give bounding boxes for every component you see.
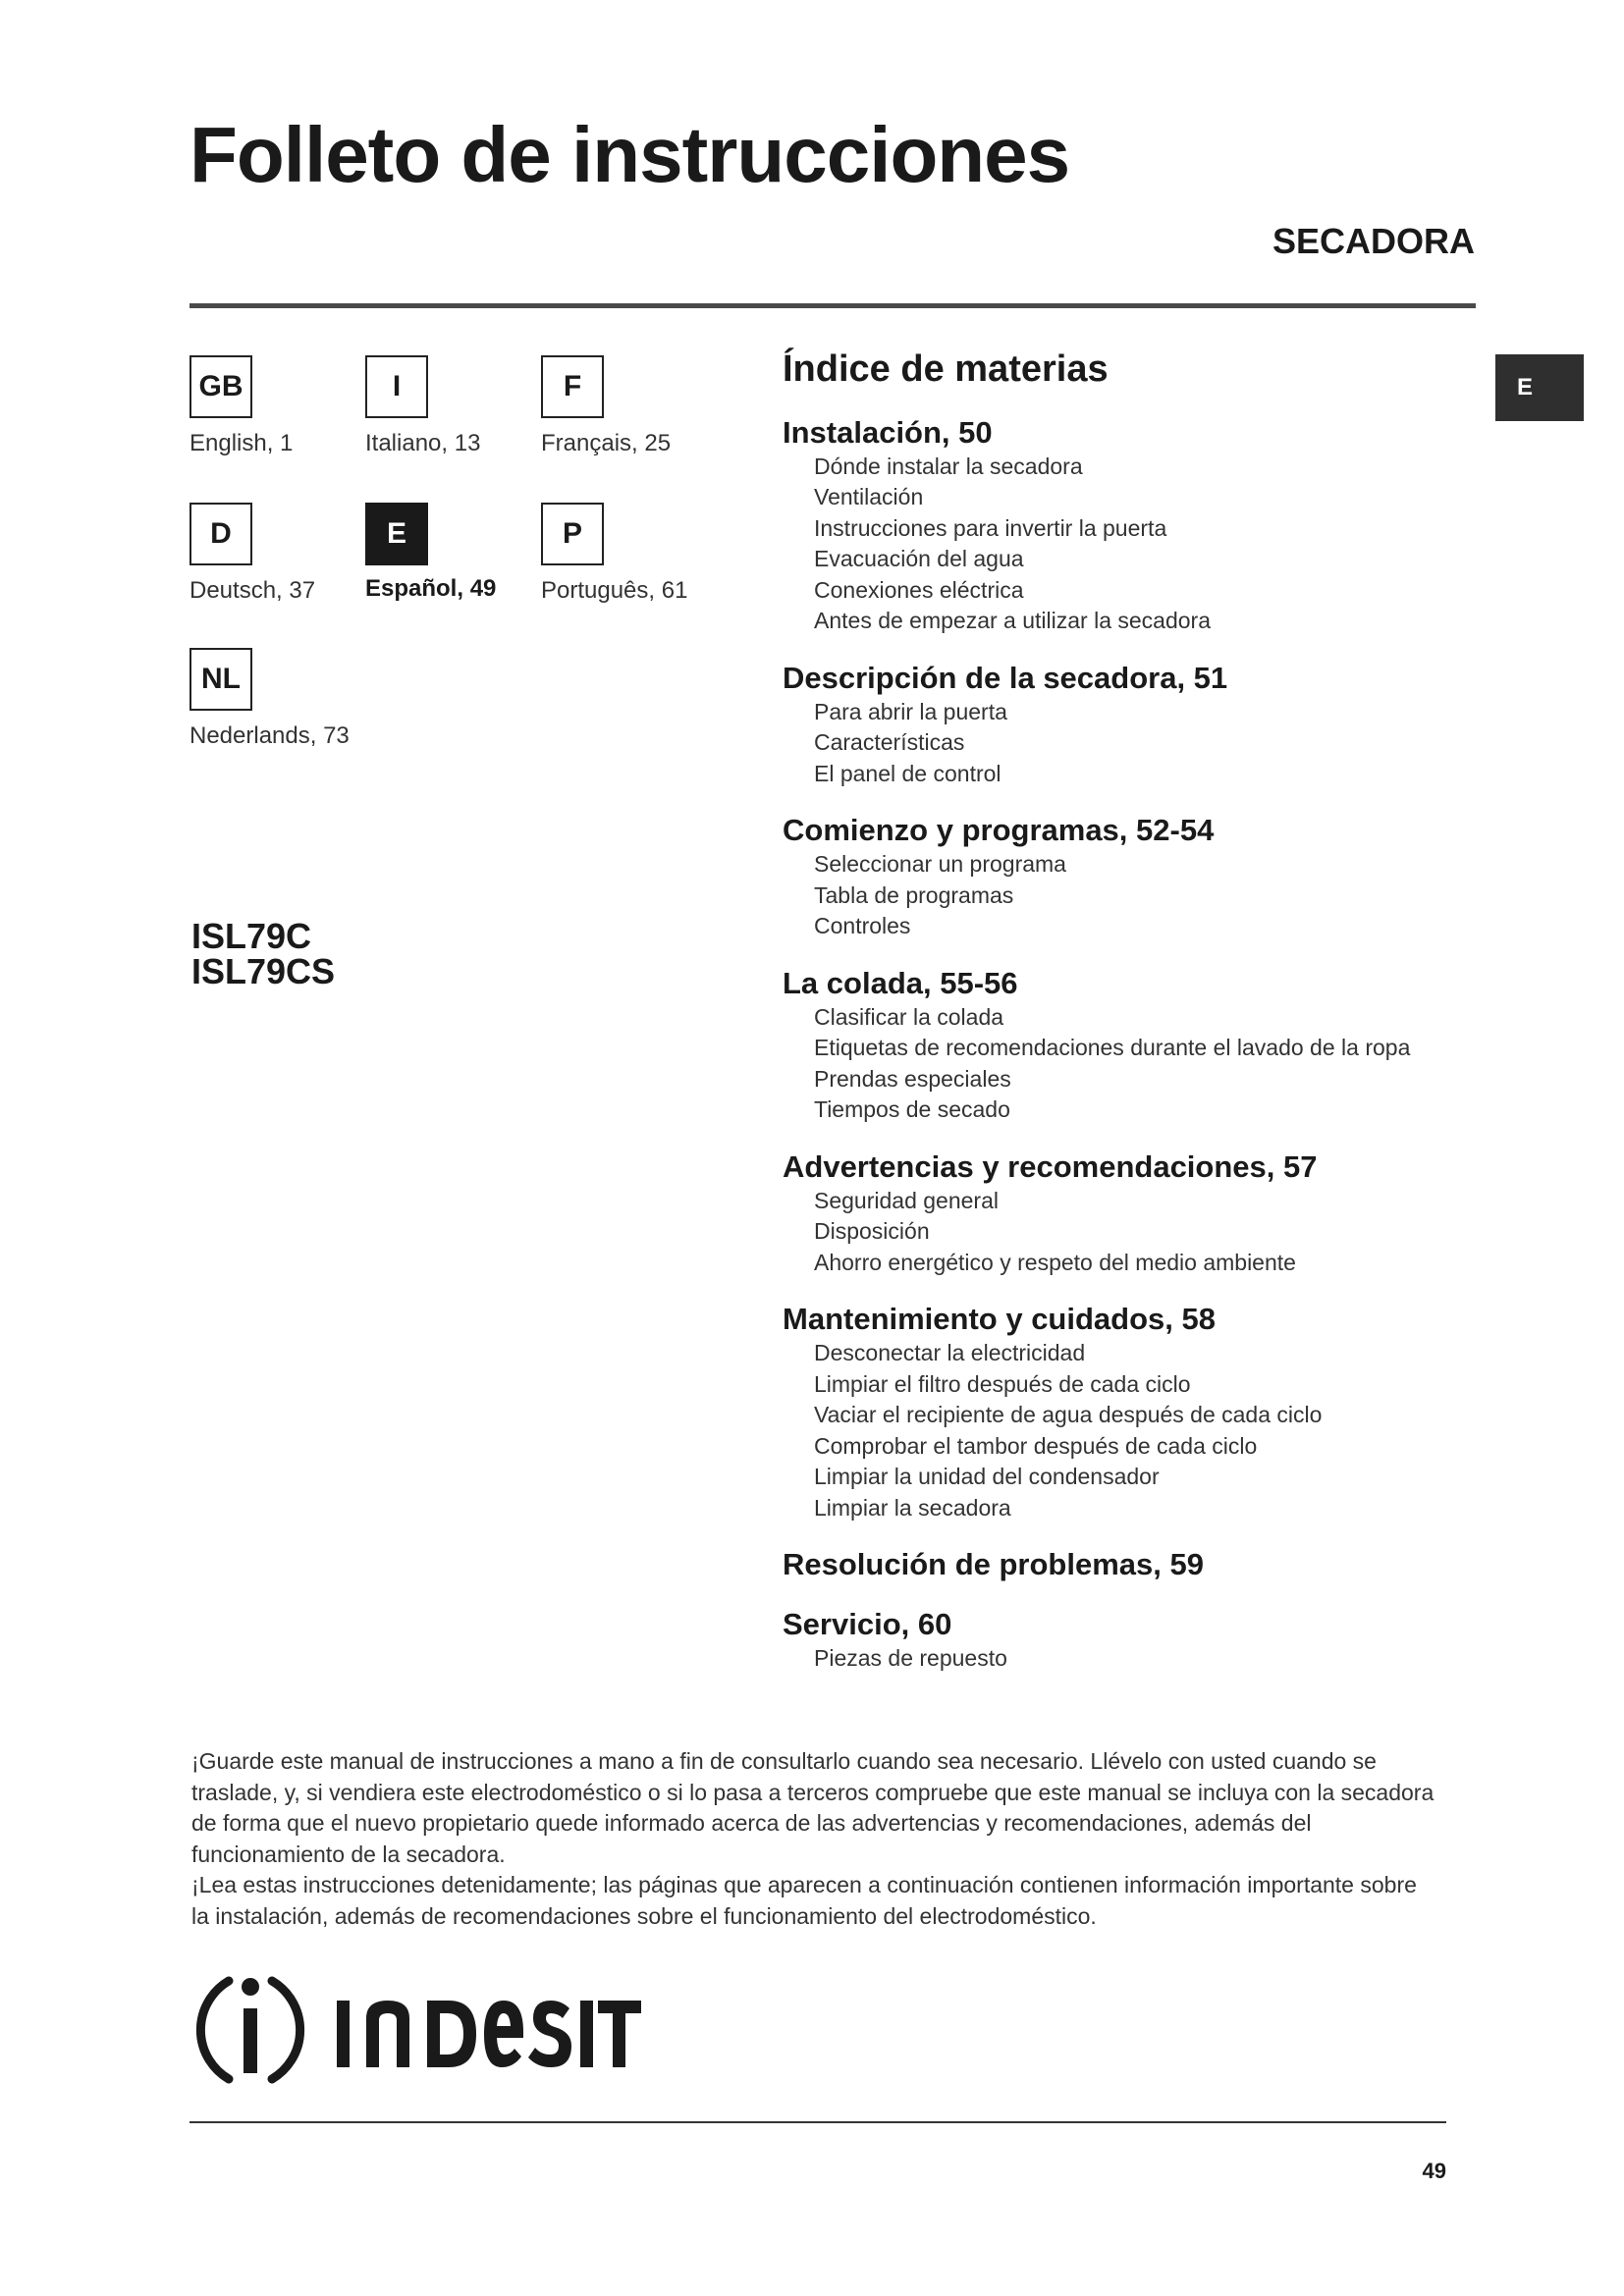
language-code-box: I [365, 355, 428, 418]
toc-heading[interactable]: Mantenimiento y cuidados, 58 [783, 1302, 1216, 1337]
toc-title: Índice de materias [783, 348, 1109, 390]
language-label: Português, 61 [541, 577, 688, 604]
logo-stem [244, 2008, 257, 2073]
toc-item[interactable]: Tabla de programas [814, 881, 1014, 908]
note-paragraph: ¡Lea estas instrucciones detenidamente; las páginas que aparecen a continuación contienen información importante sobre la instalación, además de recomendaciones sobre el funcionamiento del electrodoméstico. [191, 1872, 1417, 1929]
language-label-active: Español, 49 [365, 575, 497, 602]
language-p[interactable] [541, 503, 718, 605]
note-paragraph: ¡Guarde este manual de instrucciones a mano a fin de consultarlo cuando sea necesario. Llévelo con usted cuando se traslade, y, si vendiera este electrodoméstico o si lo pasa a terceros compruebe que este manual se incluya con la secadora de forma que el nuevo propietario quede informado acerca de las advertencias y recomendaciones, además del funcionamiento de la secadora. [191, 1748, 1435, 1867]
logo-wordmark [337, 2001, 641, 2067]
language-label: Français, 25 [541, 430, 672, 456]
toc-item[interactable]: Evacuación del agua [814, 546, 1024, 572]
language-code-box: F [541, 355, 604, 418]
toc-item[interactable]: Seguridad general [814, 1187, 999, 1213]
toc-item[interactable]: Disposición [814, 1218, 930, 1245]
toc-item[interactable]: Antes de empezar a utilizar la secadora [814, 608, 1211, 634]
toc-item[interactable]: Tiempos de secado [814, 1096, 1010, 1123]
logo-right-bracket [272, 1981, 300, 2079]
toc-heading[interactable]: Comienzo y programas, 52-54 [783, 813, 1215, 848]
toc-item[interactable]: Conexiones eléctrica [814, 576, 1024, 603]
product-type: SECADORA [1272, 221, 1475, 261]
toc-item[interactable]: Controles [814, 913, 911, 939]
language-code-box: D [189, 503, 252, 565]
toc-item[interactable]: Ventilación [814, 484, 924, 510]
toc-item[interactable]: Limpiar el filtro después de cada ciclo [814, 1370, 1191, 1397]
model-number: ISL79CS [191, 951, 336, 991]
toc-heading[interactable]: Resolución de problemas, 59 [783, 1547, 1204, 1582]
toc-heading[interactable]: La colada, 55-56 [783, 965, 1018, 1000]
language-e-active[interactable] [365, 503, 542, 603]
language-code-box: NL [189, 648, 252, 711]
page-number: 49 [1422, 2159, 1446, 2183]
language-code-box-active: E [365, 503, 428, 565]
toc-item[interactable]: Desconectar la electricidad [814, 1340, 1086, 1366]
toc-section-servicio [783, 1606, 1489, 1675]
header-divider [189, 303, 1476, 308]
toc-item[interactable]: Etiquetas de recomendaciones durante el lavado de la ropa [814, 1035, 1411, 1061]
toc-section-instalacion [783, 414, 1489, 637]
language-code-box: GB [189, 355, 252, 418]
language-nl[interactable] [189, 648, 366, 750]
toc-item[interactable]: Clasificar la colada [814, 1003, 1004, 1030]
footer-divider [189, 2121, 1446, 2123]
toc-section-resolucion [783, 1546, 1489, 1583]
toc-item[interactable]: Vaciar el recipiente de agua después de cada ciclo [814, 1402, 1323, 1428]
usage-notes [191, 1746, 1438, 1932]
toc-heading[interactable]: Instalación, 50 [783, 414, 993, 450]
toc-item[interactable]: Dónde instalar la secadora [814, 453, 1083, 479]
toc-item[interactable]: Instrucciones para invertir la puerta [814, 514, 1167, 541]
toc-section-comienzo [783, 812, 1489, 942]
language-label: English, 1 [189, 430, 294, 456]
toc-item[interactable]: Características [814, 729, 965, 756]
table-of-contents [783, 349, 1489, 1697]
toc-item[interactable]: Piezas de repuesto [814, 1645, 1007, 1672]
model-number: ISL79C [191, 916, 312, 956]
toc-item[interactable]: Para abrir la puerta [814, 698, 1007, 724]
toc-item[interactable]: Limpiar la unidad del condensador [814, 1464, 1160, 1490]
language-gb[interactable] [189, 355, 366, 457]
toc-item[interactable]: Limpiar la secadora [814, 1494, 1011, 1521]
toc-item[interactable]: Prendas especiales [814, 1065, 1011, 1092]
toc-heading[interactable]: Descripción de la secadora, 51 [783, 660, 1228, 695]
language-code-box: P [541, 503, 604, 565]
toc-section-mantenimiento [783, 1301, 1489, 1523]
toc-heading[interactable]: Servicio, 60 [783, 1607, 952, 1642]
language-side-tab: E [1495, 354, 1584, 421]
toc-item[interactable]: Seleccionar un programa [814, 851, 1066, 878]
toc-item[interactable]: El panel de control [814, 760, 1001, 786]
toc-heading[interactable]: Advertencias y recomendaciones, 57 [783, 1148, 1318, 1184]
logo-left-bracket [200, 1981, 229, 2079]
logo-dot [242, 1978, 259, 1996]
toc-item[interactable]: Comprobar el tambor después de cada ciclo [814, 1432, 1258, 1459]
language-label: Deutsch, 37 [189, 577, 316, 604]
model-numbers [191, 916, 336, 991]
toc-section-descripcion [783, 660, 1489, 790]
language-label: Italiano, 13 [365, 430, 481, 456]
language-i[interactable] [365, 355, 542, 457]
toc-item[interactable]: Ahorro energético y respeto del medio ambiente [814, 1249, 1296, 1275]
language-d[interactable] [189, 503, 366, 605]
toc-section-colada [783, 965, 1489, 1126]
toc-section-advertencias [783, 1148, 1489, 1279]
language-f[interactable] [541, 355, 718, 457]
page-title: Folleto de instrucciones [189, 111, 1070, 198]
indesit-logo [191, 1963, 643, 2091]
language-label: Nederlands, 73 [189, 722, 350, 749]
